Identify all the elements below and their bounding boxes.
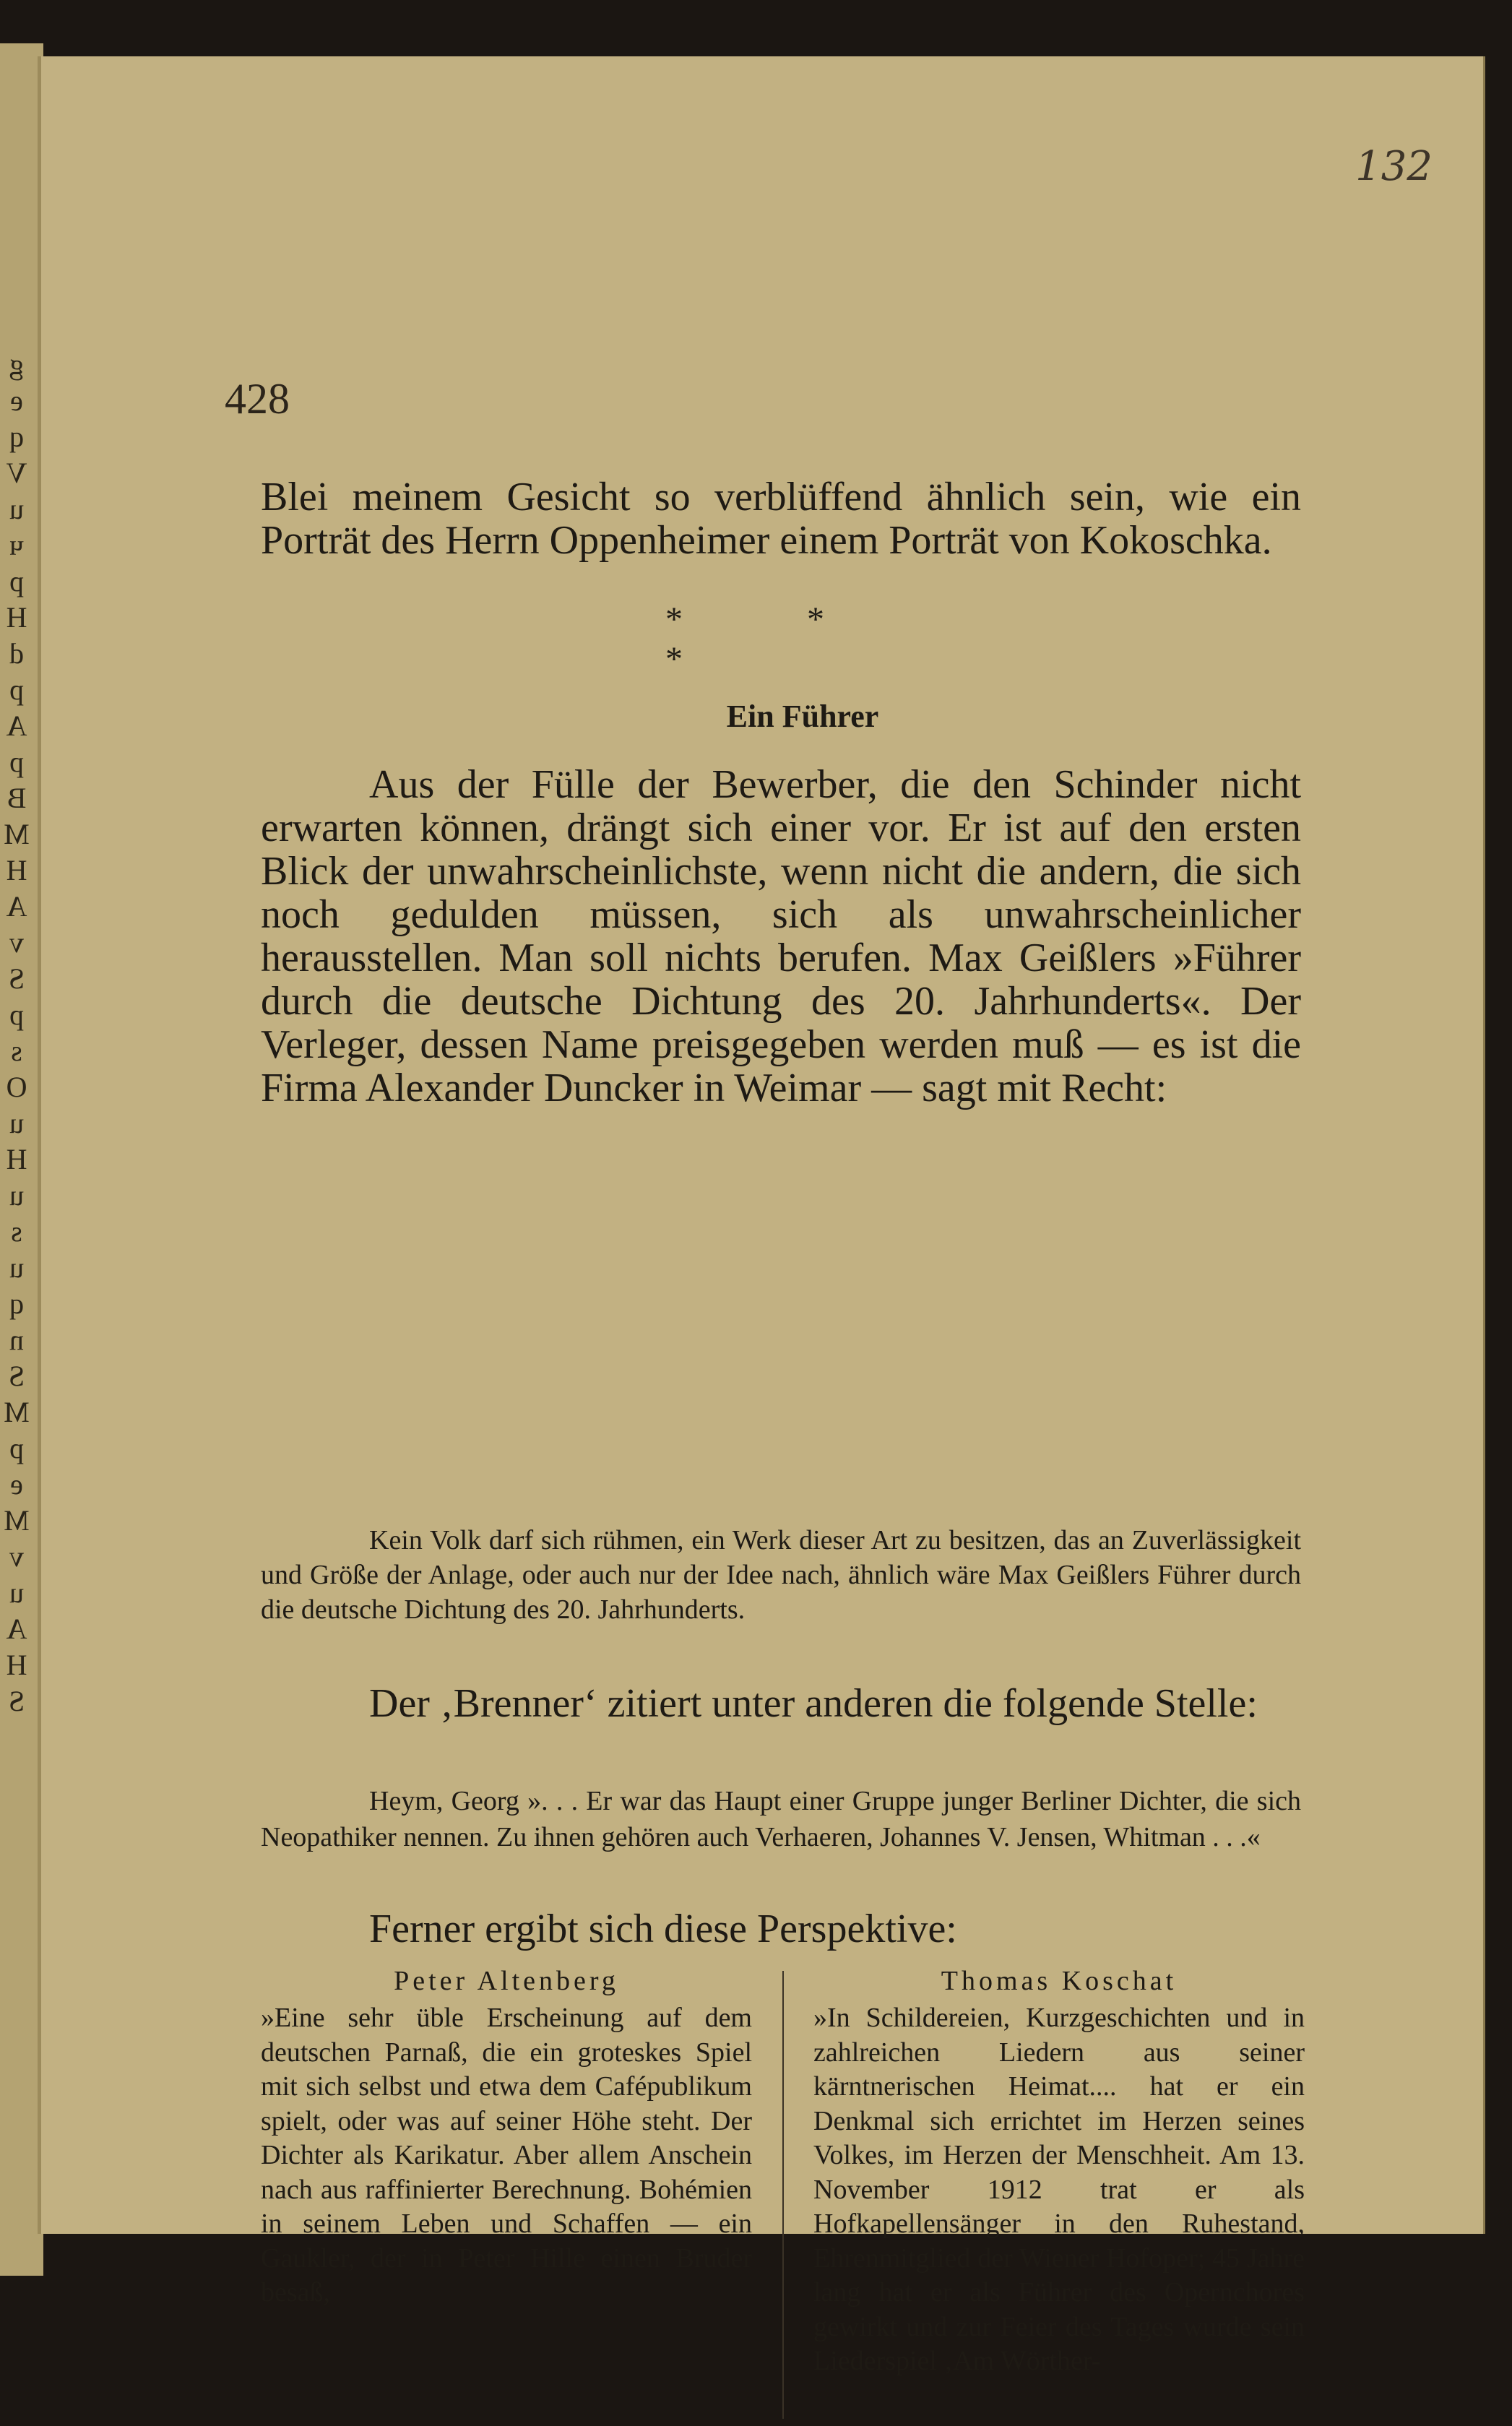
adjacent-glyph: S (8, 1685, 25, 1717)
adjacent-glyph: H (6, 1143, 27, 1175)
adjacent-glyph: A (6, 709, 27, 742)
adjacent-glyph: e (10, 1468, 23, 1501)
adjacent-glyph: p (9, 565, 24, 597)
section-separator: * * * (665, 600, 882, 678)
adjacent-glyph: e (10, 384, 23, 417)
adjacent-glyph: p (9, 673, 24, 706)
adjacent-page-edge (0, 43, 43, 2276)
column-divider (782, 1971, 784, 2419)
adjacent-glyph: u (9, 493, 24, 525)
adjacent-glyph: s (11, 1215, 22, 1248)
adjacent-page-glyphs (1, 347, 32, 1719)
adjacent-glyph: O (6, 1071, 27, 1103)
adjacent-glyph: p (9, 1432, 24, 1464)
adjacent-glyph: M (4, 1396, 30, 1428)
page-number: 428 (225, 375, 290, 423)
adjacent-glyph: A (6, 1613, 27, 1645)
main-paragraph: Aus der Fülle der Bewerber, die den Schinder nicht erwarten können, drängt sich einer vor. Er ist auf den ersten Blick der unwahrscheinlichste, wenn nicht die andern, die sich noch gedulden müssen, sich als unwahrscheinlicher herausstellen. Man soll nichts berufen. Max Geißlers »Führer durch die deutsche Dichtung des 20. Jahrhunderts«. Der Verleger, dessen Name preisgegeben werden muß — es ist die Firma Alexander Duncker in Weimar — sagt mit Recht: (261, 762, 1301, 1110)
adjacent-glyph: p (9, 746, 24, 778)
adjacent-glyph: M (4, 1504, 30, 1537)
pencil-folio-number: 132 (1355, 143, 1433, 190)
publisher-quote: Kein Volk darf sich rühmen, ein Werk dieser Art zu besitzen, das an Zuverlässigkeit und Größe der Anlage, oder auch nur der Idee nach, ähnlich wäre Max Geißlers Führer durch die deutsche Dichtung des 20. Jahrhunderts. (261, 1525, 1301, 1625)
right-column (813, 1964, 1305, 2379)
left-column (261, 1964, 752, 2310)
brenner-quote: Heym, Georg ». . . Er war das Haupt einer Gruppe junger Berliner Dichter, die sich Neopathiker nennen. Zu ihnen gehören auch Verhaeren, Johannes V. Jensen, Whitman . . .« (261, 1786, 1301, 1852)
adjacent-glyph: u (9, 1107, 24, 1139)
adjacent-glyph: M (4, 818, 30, 850)
left-column-text: »Eine sehr üble Erscheinung auf dem deutschen Parnaß, die ein groteskes Spiel mit sich selbst und etwa dem Cafépublikum spielt, oder was auf seiner Höhe steht. Der Dichter als Karikatur. Aber allem Anschein nach aus raffinierter Berechnung. Bohémien in seinem Leben und Schaffen — ein Gaukler, der in Peter Hille einen Bruder besaß, (261, 2003, 752, 2308)
adjacent-glyph: ч (9, 529, 25, 561)
adjacent-glyph: H (6, 854, 27, 886)
adjacent-glyph: V (6, 457, 27, 489)
adjacent-glyph: A (6, 890, 27, 923)
adjacent-glyph: n (9, 1324, 24, 1356)
adjacent-glyph: S (8, 962, 25, 995)
adjacent-glyph: H (6, 601, 27, 634)
main-paragraph-block (261, 763, 1301, 1110)
opening-paragraph: Blei meinem Gesicht so verblüffend ähnlich sein, wie ein Porträt des Herrn Oppenheimer einem Porträt von Kokoschka. (261, 475, 1301, 563)
adjacent-glyph: H (6, 1649, 27, 1681)
adjacent-glyph: u (9, 1251, 24, 1284)
adjacent-glyph: d (9, 637, 24, 670)
adjacent-glyph: u (9, 1179, 24, 1212)
left-column-title: Peter Altenberg (394, 1966, 619, 1996)
section-heading: Ein Führer (726, 699, 879, 734)
adjacent-glyph: q (9, 1287, 24, 1320)
adjacent-glyph: g (9, 348, 24, 381)
perspective-intro: Ferner ergibt sich diese Perspektive: (369, 1907, 957, 1951)
book-page (38, 56, 1485, 2376)
adjacent-glyph: v (9, 926, 24, 959)
comparison-columns (261, 1964, 1308, 2426)
adjacent-glyph: v (9, 1540, 24, 1573)
adjacent-glyph: q (9, 420, 24, 453)
adjacent-glyph: p (9, 998, 24, 1031)
right-column-title: Thomas Koschat (941, 1966, 1178, 1996)
adjacent-glyph: u (9, 1576, 24, 1609)
adjacent-glyph: S (8, 1360, 25, 1392)
adjacent-glyph: s (11, 1035, 22, 1067)
adjacent-glyph: B (7, 782, 27, 814)
right-column-text: »In Schildereien, Kurzgeschichten und in zahlreichen Liedern aus seiner kärntnerischen Heimat.... hat er ein Denkmal sich errichtet im Herzen seines Volkes, im Herzen der Menschheit. Am 13. November 1912 trat er als Hofkapellensänger in den Ruhestand, Ehrenmitglied der Wiener Hofoper; 45 Jahre lang hat er als Führer des Opernchores gewirkt und zur Feier des Tages wurde sein Liederspiel ‚Am Wörther- (813, 2003, 1305, 2376)
brenner-intro: Der ‚Brenner‘ zitiert unter anderen die folgende Stelle: (369, 1681, 1258, 1726)
